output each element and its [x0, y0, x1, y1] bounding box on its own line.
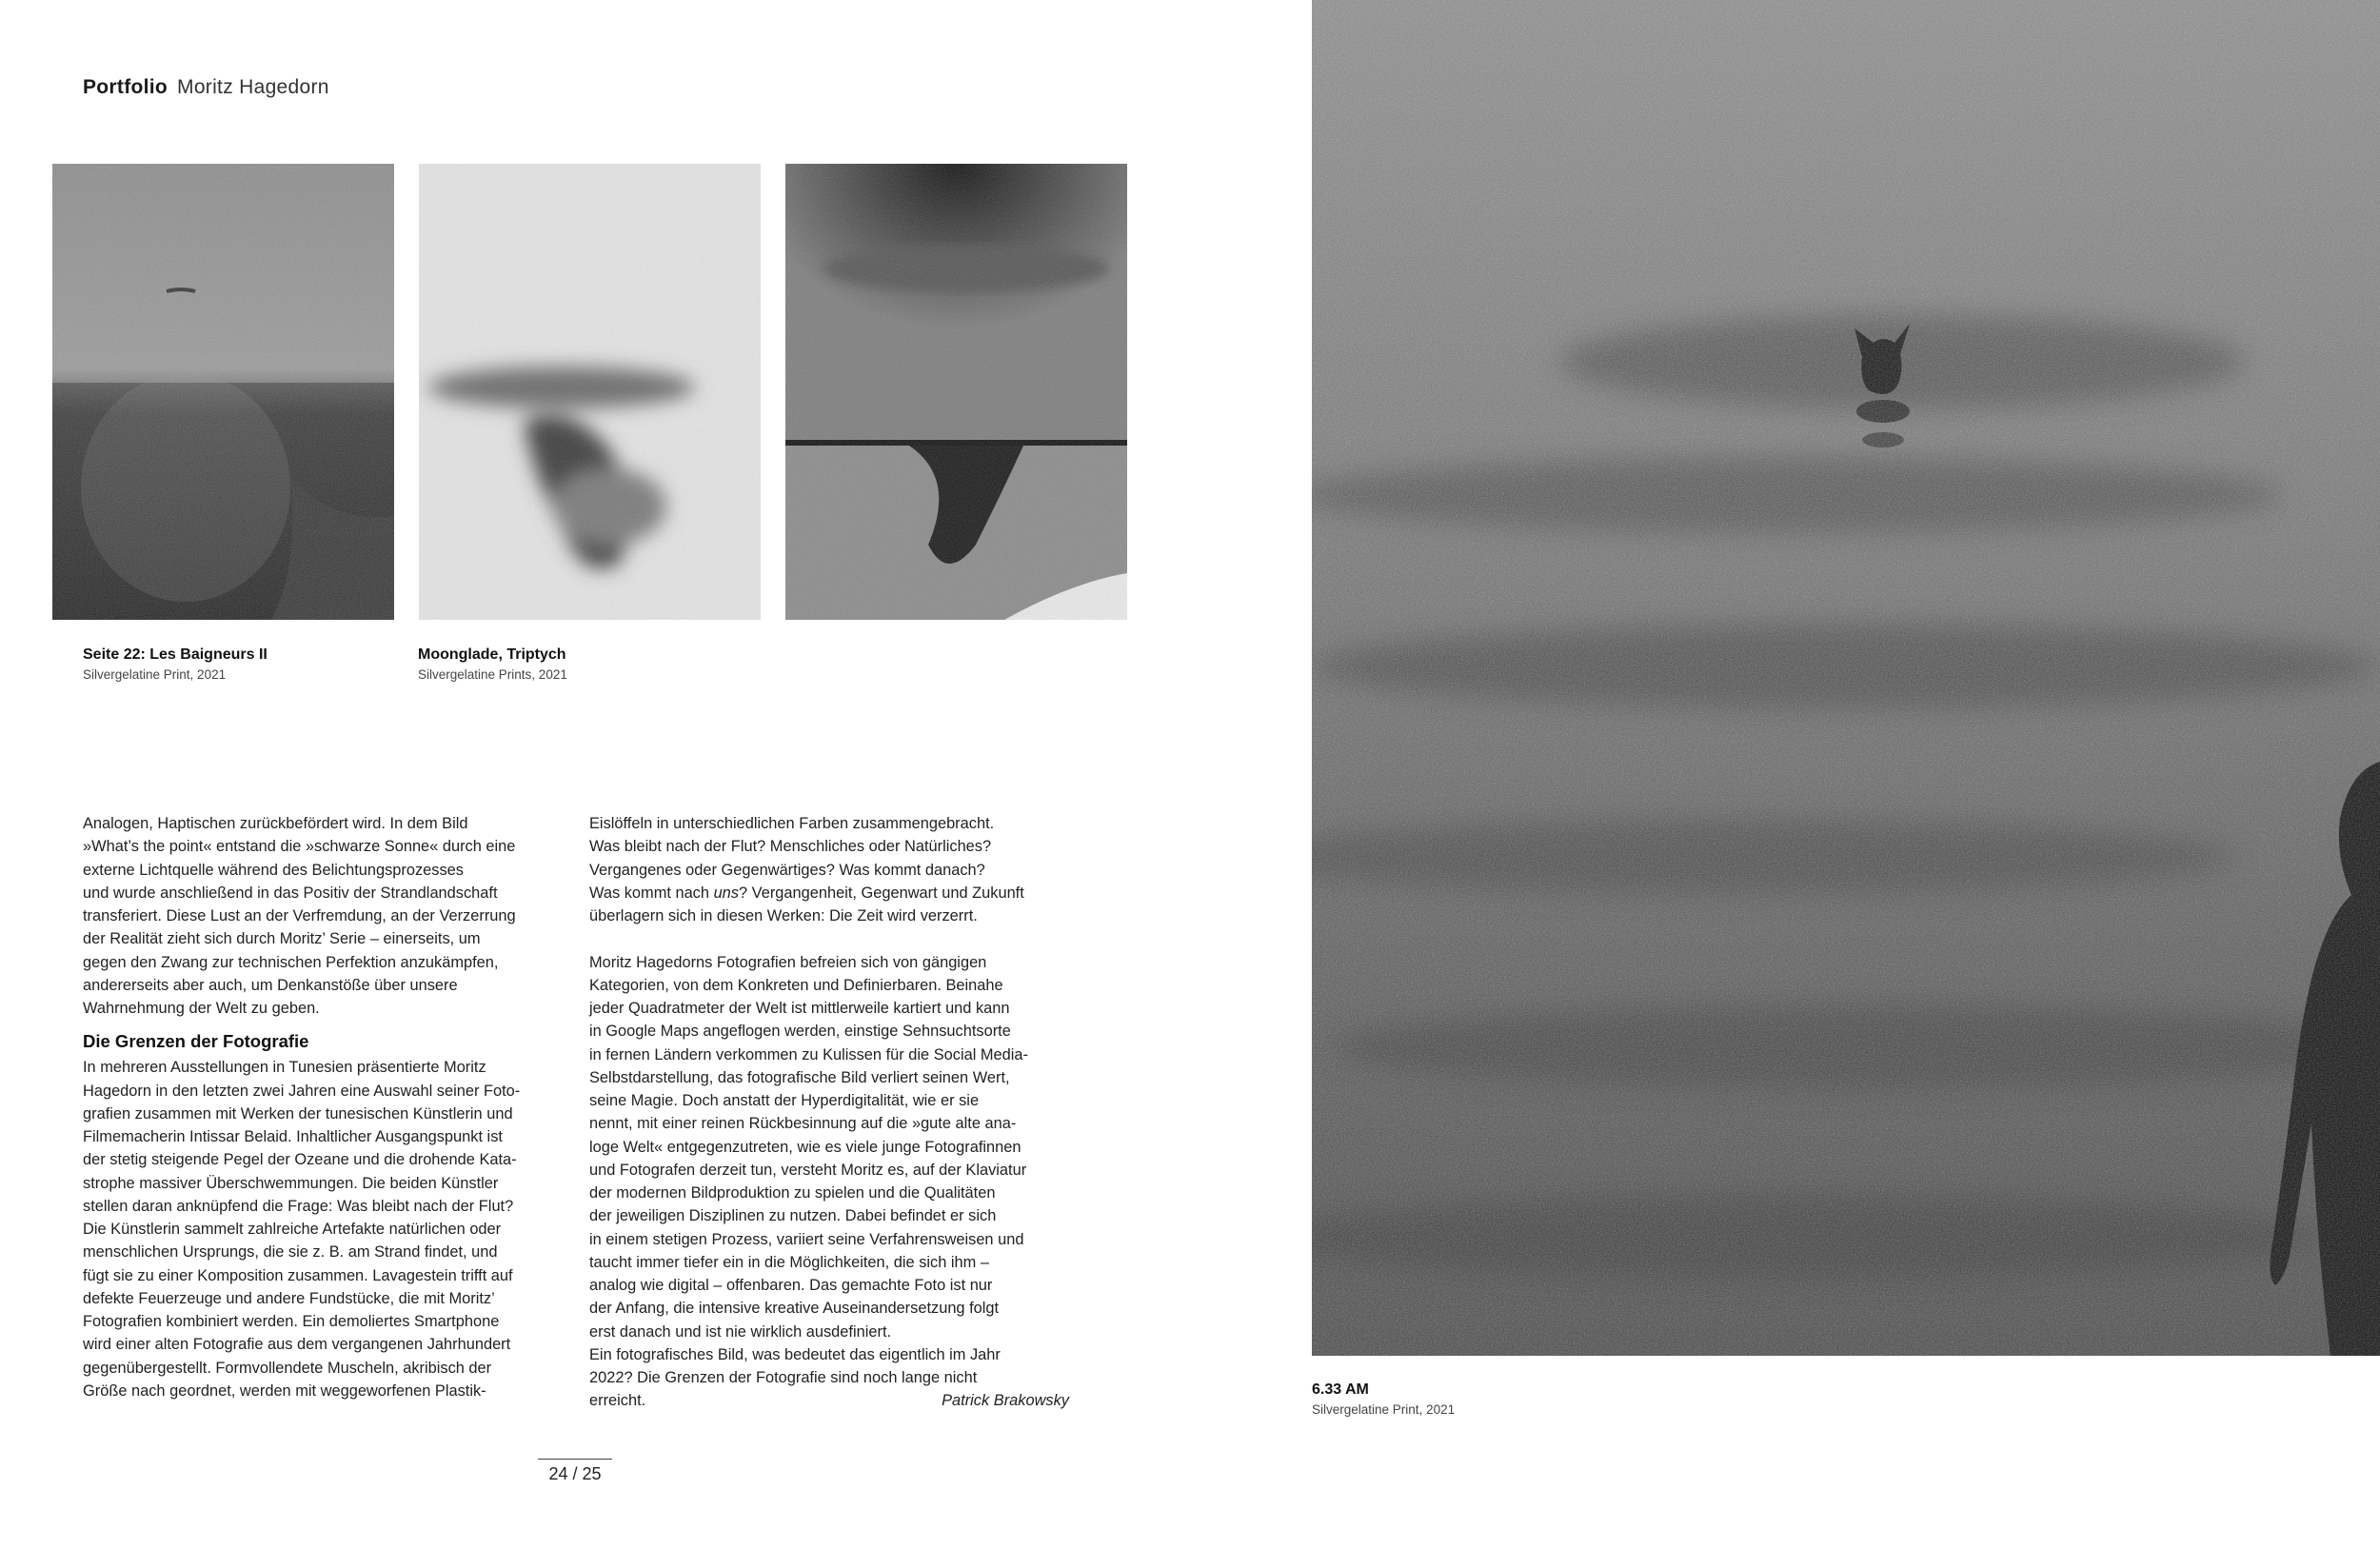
text-line: und wurde anschließend in das Positiv der Strandlandschaft: [83, 884, 498, 902]
caption-title: Moonglade, Triptych: [418, 646, 566, 663]
text-fragment: Was kommt nach: [589, 884, 714, 902]
text-line: Eislöffeln in unterschiedlichen Farben zusammengebracht.: [589, 815, 995, 832]
text-line: externe Lichtquelle während des Belichtungsprozesses: [83, 861, 464, 879]
text-line: [589, 1389, 1069, 1412]
section-heading: Die Grenzen der Fotografie: [83, 1031, 309, 1052]
text-line: Vergangenes oder Gegenwärtiges? Was kommt danach?: [589, 861, 985, 879]
caption-6-33-am: [1312, 1380, 1455, 1420]
caption-title: Seite 22: Les Baigneurs II: [83, 646, 268, 663]
text-column-2: [589, 812, 1069, 1413]
text-line: Analogen, Haptischen zurückbefördert wird. In dem Bild: [83, 815, 468, 832]
text-line: jeder Quadratmeter der Welt ist mittlerweile kartiert und kann: [589, 1000, 1010, 1017]
text-line: gegenübergestellt. Formvollendete Muscheln, akribisch der: [83, 1359, 492, 1377]
text-line: in einem stetigen Prozess, variiert seine Verfahrensweisen und: [589, 1230, 1024, 1248]
caption-title: 6.33 AM: [1312, 1381, 1369, 1398]
text-line: gegen den Zwang zur technischen Perfektion anzukämpfen,: [83, 953, 499, 971]
photo-6-33-am: [1312, 0, 2380, 1356]
text-line: Filmemacherin Intissar Belaid. Inhaltlicher Ausgangspunkt ist: [83, 1128, 503, 1145]
text-line: strophe massiver Überschwemmungen. Die beiden Künstler: [83, 1174, 499, 1192]
text-line: Moritz Hagedorns Fotografien befreien sich von gängigen: [589, 953, 987, 971]
text-line: Was bleibt nach der Flut? Menschliches oder Natürliches?: [589, 838, 992, 856]
text-line: defekte Feuerzeuge und andere Fundstücke, die mit Moritz’: [83, 1289, 495, 1307]
photo-moonglade-right: [785, 164, 1127, 620]
text-line: erst danach und ist nie wirklich ausdefiniert.: [589, 1322, 892, 1341]
text-line: wird einer alten Fotografie aus dem vergangenen Jahrhundert: [83, 1336, 511, 1354]
text-line: der Anfang, die intensive kreative Auseinandersetzung folgt: [589, 1300, 1000, 1318]
section-title: Portfolio: [83, 76, 169, 98]
text-line: Wahrnehmung der Welt zu geben.: [83, 1000, 320, 1017]
text-line: seine Magie. Doch anstatt der Hyperdigitalität, wie er sie: [589, 1092, 980, 1109]
page-header: [83, 76, 329, 99]
text-fragment: ? Vergangenheit, Gegenwart und Zukunft: [739, 884, 1024, 902]
caption-subtitle: Silvergelatine Prints, 2021: [418, 667, 567, 682]
text-fragment: erreicht.: [589, 1392, 646, 1410]
text-line: taucht immer tiefer ein in die Möglichkeiten, die sich ihm –: [589, 1253, 989, 1271]
text-line: loge Welt« entgegenzutreten, wie es viele junge Fotografinnen: [589, 1138, 1021, 1156]
text-line: menschlichen Ursprungs, die sie z. B. am Strand findet, und: [83, 1243, 498, 1262]
author-signature: Patrick Brakowsky: [942, 1392, 1069, 1410]
text-line: andererseits aber auch, um Denkanstöße über unsere: [83, 976, 458, 994]
text-line: der jeweiligen Disziplinen zu nutzen. Dabei befindet er sich: [589, 1207, 997, 1225]
text-line: in fernen Ländern verkommen zu Kulissen für die Social Media-: [589, 1045, 1028, 1063]
text-line: Hagedorn in den letzten zwei Jahren eine Auswahl seiner Foto-: [83, 1082, 521, 1100]
text-line: »What’s the point« entstand die »schwarze Sonne« durch eine: [83, 838, 516, 856]
page-number-rule: [538, 1459, 612, 1460]
text-line: der Realität zieht sich durch Moritz’ Serie – einerseits, um: [83, 930, 481, 948]
author-name: Moritz Hagedorn: [177, 76, 329, 98]
text-line: Kategorien, von dem Konkreten und Definierbaren. Beinahe: [589, 976, 1003, 994]
page-number: 24 / 25: [548, 1464, 602, 1483]
text-line: transferiert. Diese Lust an der Verfremdung, an der Verzerrung: [83, 907, 516, 924]
emphasis: uns: [713, 884, 739, 902]
text-line: der modernen Bildproduktion zu spielen und die Qualitäten: [589, 1184, 996, 1202]
text-line: Selbstdarstellung, das fotografische Bild verliert seinen Wert,: [589, 1068, 1010, 1086]
text-line: und Fotografen derzeit tun, versteht Moritz es, auf der Klaviatur: [589, 1161, 1027, 1179]
text-line: Fotografien kombiniert werden. Ein demoliertes Smartphone: [83, 1313, 500, 1330]
text-line: [589, 882, 1069, 904]
text-line: Größe nach geordnet, werden mit weggeworfenen Plastik-: [83, 1381, 486, 1400]
caption-subtitle: Silvergelatine Print, 2021: [1312, 1402, 1456, 1417]
text-column-1: [83, 812, 578, 1402]
text-line: Die Künstlerin sammelt zahlreiche Artefakte natürlichen oder: [83, 1221, 502, 1238]
text-line: analog wie digital – offenbaren. Das gemachte Foto ist nur: [589, 1277, 993, 1294]
photo-les-baigneurs: [52, 164, 394, 620]
text-line: in Google Maps angeflogen werden, einstige Sehnsuchtsorte: [589, 1023, 1011, 1041]
caption-moonglade: [418, 645, 567, 685]
text-line: fügt sie zu einer Komposition zusammen. Lavagestein trifft auf: [83, 1266, 513, 1284]
text-line: grafien zusammen mit Werken der tunesischen Künstlerin und: [83, 1104, 513, 1123]
text-line: der stetig steigende Pegel der Ozeane und die drohende Kata-: [83, 1151, 517, 1169]
text-line: überlagern sich in diesen Werken: Die Zeit wird verzerrt.: [589, 907, 978, 924]
caption-les-baigneurs: [83, 645, 268, 685]
paragraph-gap: [589, 927, 1069, 950]
caption-subtitle: Silvergelatine Print, 2021: [83, 667, 227, 682]
text-line: stellen daran anknüpfend die Frage: Was bleibt nach der Flut?: [83, 1197, 514, 1215]
text-line: 2022? Die Grenzen der Fotografie sind noch lange nicht: [589, 1369, 978, 1386]
text-line: nennt, mit einer reinen Rückbesinnung auf die »gute alte ana-: [589, 1115, 1017, 1133]
photo-moonglade-left: [419, 164, 761, 620]
text-line: In mehreren Ausstellungen in Tunesien präsentierte Moritz: [83, 1059, 486, 1077]
text-line: Ein fotografisches Bild, was bedeutet das eigentlich im Jahr: [589, 1345, 1001, 1363]
